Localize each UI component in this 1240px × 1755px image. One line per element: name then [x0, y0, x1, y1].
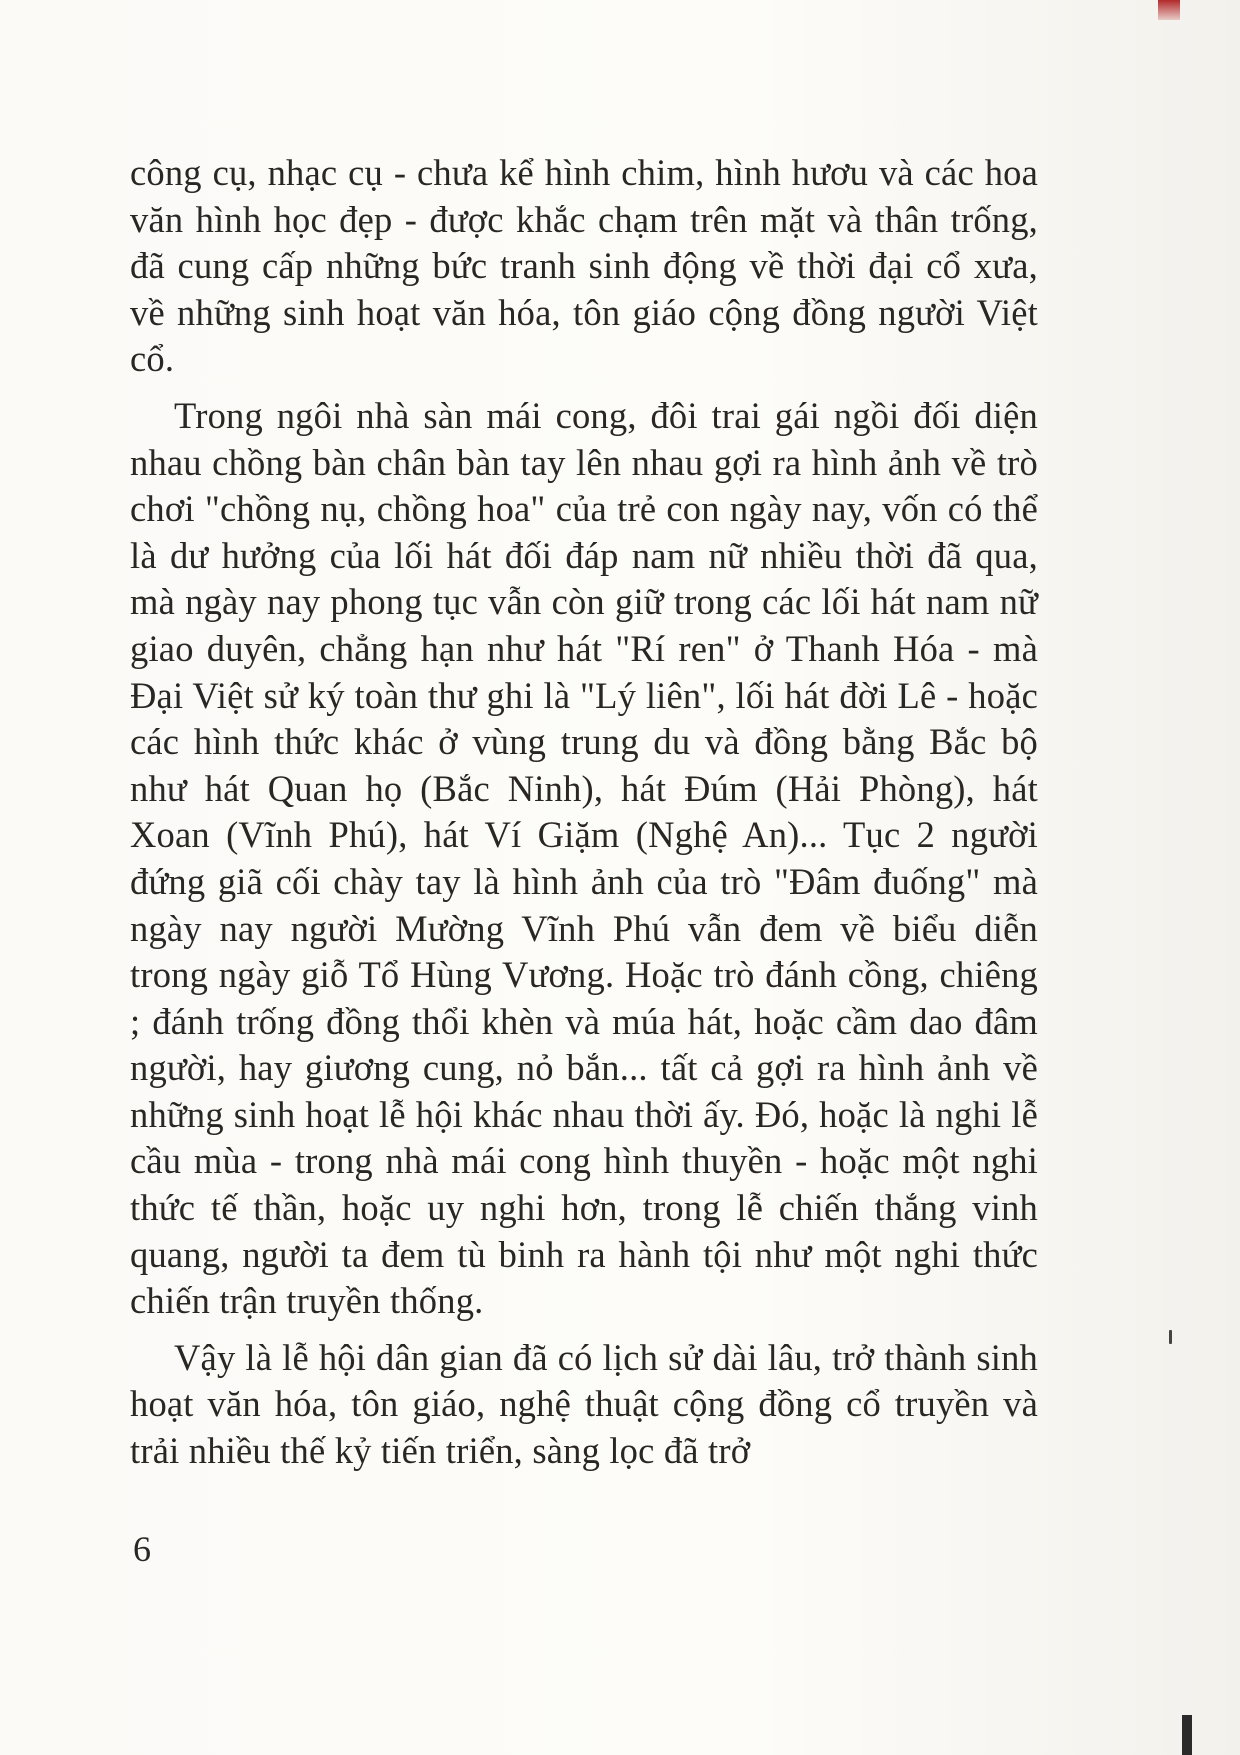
paragraph-1: công cụ, nhạc cụ - chưa kể hình chim, hình hươu và các hoa văn hình học đẹp - được khắc chạm trên mặt và thân trống, đã cung cấp những bức tranh sinh động về thời đại cổ xưa, về những sinh hoạt văn hóa, tôn giáo cộng đồng người Việt cổ. [130, 152, 1038, 380]
page-body [130, 150, 1038, 1475]
scan-speck [1169, 1330, 1172, 1344]
page-edge-mark-bottom [1182, 1715, 1192, 1755]
page-number: 6 [133, 1529, 151, 1569]
paragraph-2: Trong ngôi nhà sàn mái cong, đôi trai gái ngồi đối diện nhau chồng bàn chân bàn tay lên nhau gợi ra hình ảnh về trò chơi "chồng nụ, chồng hoa" của trẻ con ngày nay, vốn có thể là dư hưởng của lối hát đối đáp nam nữ nhiều thời đã qua, mà ngày nay phong tục vẫn còn giữ trong các lối hát nam nữ giao duyên, chẳng hạn như hát "Rí ren" ở Thanh Hóa - mà Đại Việt sử ký toàn thư ghi là "Lý liên", lối hát đời Lê - hoặc các hình thức khác ở vùng trung du và đồng bằng Bắc bộ như hát Quan họ (Bắc Ninh), hát Đúm (Hải Phòng), hát Xoan (Vĩnh Phú), hát Ví Giặm (Nghệ An)... Tục 2 người đứng giã cối chày tay là hình ảnh của trò "Đâm đuống" mà ngày nay người Mường Vĩnh Phú vẫn đem về biểu diễn trong ngày giỗ Tổ Hùng Vương. Hoặc trò đánh cồng, chiêng ; đánh trống đồng thổi khèn và múa hát, hoặc cầm dao đâm người, hay giương cung, nỏ bắn... tất cả gợi ra hình ảnh về những sinh hoạt lễ hội khác nhau thời ấy. Đó, hoặc là nghi lễ cầu mùa - trong nhà mái cong hình thuyền - hoặc một nghi thức tế thần, hoặc uy nghi hơn, trong lễ chiến thắng vinh quang, người ta đem tù binh ra hành tội như một nghi thức chiến trận truyền thống. [130, 394, 1038, 1322]
paragraph-3: Vậy là lễ hội dân gian đã có lịch sử dài lâu, trở thành sinh hoạt văn hóa, tôn giáo, nghệ thuật cộng đồng cổ truyền và trải nhiều thế kỷ tiến triển, sàng lọc đã trở [130, 1336, 1038, 1472]
page-edge-mark-top [1158, 0, 1180, 20]
